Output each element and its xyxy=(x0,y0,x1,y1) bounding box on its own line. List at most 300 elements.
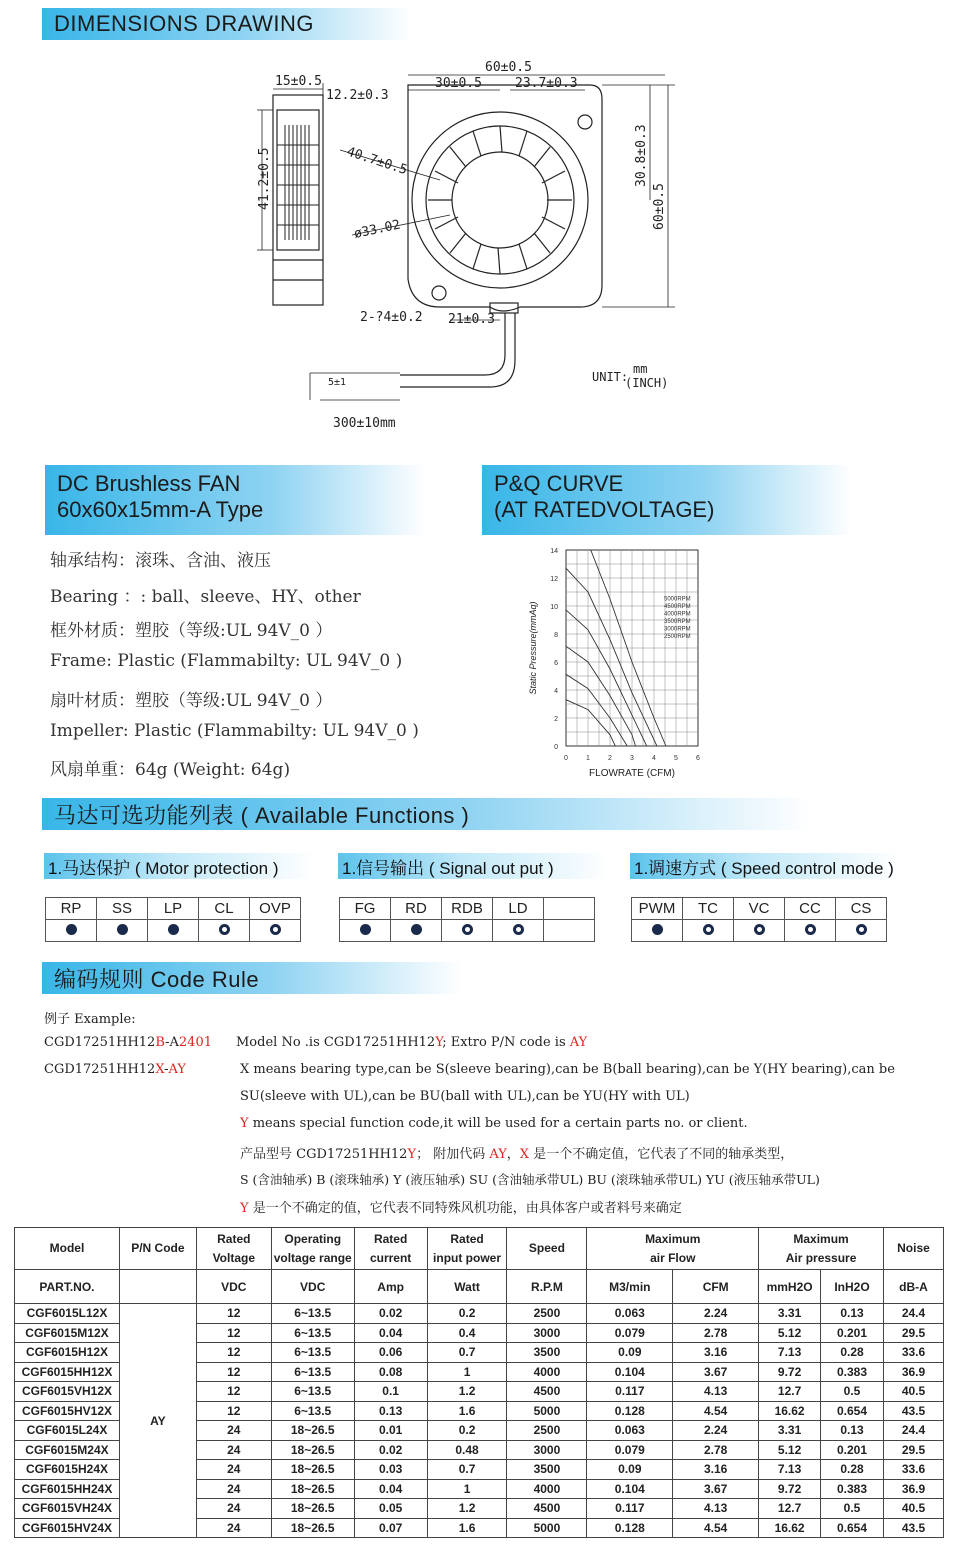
function-code: RDB xyxy=(442,898,493,920)
table-cell: 0.05 xyxy=(354,1499,427,1519)
line7-a: Y xyxy=(240,1201,249,1216)
x-tick-label: 2 xyxy=(608,755,612,762)
line1-c: ; Extro P/N code is xyxy=(442,1035,570,1050)
series-label: 2500RPM xyxy=(664,633,691,640)
dimensions-drawing xyxy=(240,55,700,435)
filled-dot-icon xyxy=(66,924,77,935)
unit-cell: CFM xyxy=(673,1270,759,1304)
ring-dot-icon xyxy=(270,924,281,935)
table-cell: 0.7 xyxy=(427,1343,507,1363)
table-cell: 0.03 xyxy=(354,1460,427,1480)
table-cell: 18~26.5 xyxy=(271,1440,354,1460)
table-cell: 2.78 xyxy=(673,1440,759,1460)
table-cell: 0.383 xyxy=(821,1479,884,1499)
table-cell: 24 xyxy=(196,1479,271,1499)
unit-label: PART.NO. xyxy=(39,1279,95,1294)
table-cell: 1.2 xyxy=(427,1499,507,1519)
table-cell: 24.4 xyxy=(883,1304,943,1324)
dim-outlet: 21±0.3 xyxy=(448,312,495,327)
table-cell: 0.7 xyxy=(427,1460,507,1480)
example-code-1 xyxy=(44,1035,212,1050)
y-axis-label: Static Pressure(mmAq) xyxy=(528,601,538,695)
table-cell: 2500 xyxy=(507,1421,587,1441)
filled-dot-icon xyxy=(360,924,371,935)
y-tick-label: 10 xyxy=(550,604,558,611)
dim-right-upper: 30.8±0.3 xyxy=(634,124,649,187)
table-cell: 12 xyxy=(196,1323,271,1343)
table-cell: 43.5 xyxy=(883,1401,943,1421)
function-code: RP xyxy=(46,898,97,920)
column-header: Operating voltage range xyxy=(271,1228,354,1270)
table-header-row xyxy=(15,1228,944,1270)
table-cell: 0.201 xyxy=(821,1440,884,1460)
table-cell: 0.1 xyxy=(354,1382,427,1402)
table-cell: 7.13 xyxy=(759,1343,821,1363)
line5-g: 是一个不确定值，它代表了不同的轴承类型， xyxy=(529,1147,794,1162)
table-cell: 3500 xyxy=(507,1460,587,1480)
dim-hub: ø33.02 xyxy=(352,217,402,242)
unit-cell: mmH2O xyxy=(759,1270,821,1304)
table-cell: 0.128 xyxy=(587,1518,673,1538)
x-tick-label: 0 xyxy=(564,755,568,762)
function-mark-cell xyxy=(97,920,148,942)
table-cell: 2.78 xyxy=(673,1323,759,1343)
series-label: 4000RPM xyxy=(664,611,691,618)
column-header: Speed xyxy=(507,1228,587,1270)
table-cell: 0.5 xyxy=(821,1382,884,1402)
spec-line: 框外材质：塑胶（等级:UL 94V_0 ） xyxy=(50,621,333,641)
y-tick-label: 6 xyxy=(554,660,558,667)
table-cell: 3.16 xyxy=(673,1343,759,1363)
column-header: Rated Voltage xyxy=(196,1228,271,1270)
table-cell: 12 xyxy=(196,1382,271,1402)
table-cell: 0.654 xyxy=(821,1401,884,1421)
function-code: CL xyxy=(199,898,250,920)
table-cell: CGF6015HH24X xyxy=(15,1479,120,1499)
table-cell: CGF6015M24X xyxy=(15,1440,120,1460)
pq-title-line2: (AT RATEDVOLTAGE) xyxy=(494,497,715,522)
spec-line: Frame: Plastic (Flammabilty: UL 94V_0 ) xyxy=(50,651,403,671)
x-tick-label: 4 xyxy=(652,755,656,762)
function-mark-cell xyxy=(734,920,785,942)
table-cell: 24 xyxy=(196,1518,271,1538)
filled-dot-icon xyxy=(652,924,663,935)
table-cell: 36.9 xyxy=(883,1479,943,1499)
table-cell: 0.13 xyxy=(821,1304,884,1324)
table-cell: 3.67 xyxy=(673,1479,759,1499)
function-code: VC xyxy=(734,898,785,920)
fan-title-line2: 60x60x15mm-A Type xyxy=(57,497,264,522)
line1-a: Model No .is CGD17251HH12 xyxy=(236,1035,436,1050)
table-cell: 9.72 xyxy=(759,1479,821,1499)
ring-dot-icon xyxy=(462,924,473,935)
table-cell: 0.13 xyxy=(821,1421,884,1441)
table-cell: 4000 xyxy=(507,1362,587,1382)
function-code: PWM xyxy=(632,898,683,920)
table-cell: 0.08 xyxy=(354,1362,427,1382)
table-cell: 12.7 xyxy=(759,1382,821,1402)
table-cell: 0.117 xyxy=(587,1382,673,1402)
table-cell: 24.4 xyxy=(883,1421,943,1441)
table-cell: 24 xyxy=(196,1421,271,1441)
table-cell: 1.2 xyxy=(427,1382,507,1402)
table-cell: 12.7 xyxy=(759,1499,821,1519)
table-cell: 33.6 xyxy=(883,1460,943,1480)
ring-dot-icon xyxy=(703,924,714,935)
x-tick-label: 3 xyxy=(630,755,634,762)
table-cell: 3.31 xyxy=(759,1421,821,1441)
x-tick-label: 1 xyxy=(586,755,590,762)
x-tick-label: 5 xyxy=(674,755,678,762)
table-cell: 0.654 xyxy=(821,1518,884,1538)
table-cell: 0.04 xyxy=(354,1323,427,1343)
table-cell: 0.02 xyxy=(354,1304,427,1324)
function-code: LP xyxy=(148,898,199,920)
fan-title-line1: DC Brushless FAN xyxy=(57,471,241,496)
table-cell: 0.06 xyxy=(354,1343,427,1363)
table-cell: 6~13.5 xyxy=(271,1401,354,1421)
table-cell: 18~26.5 xyxy=(271,1460,354,1480)
ex2-part-a: CGD17251HH12 xyxy=(44,1062,156,1077)
filled-dot-icon xyxy=(411,924,422,935)
table-cell: 4500 xyxy=(507,1382,587,1402)
dim-top-left: 30±0.5 xyxy=(435,76,482,91)
section-title-dimensions: DIMENSIONS DRAWING xyxy=(42,8,412,40)
spec-line: 风扇单重：64g (Weight: 64g) xyxy=(50,760,291,780)
table-cell: 6~13.5 xyxy=(271,1304,354,1324)
table-cell: 0.2 xyxy=(427,1304,507,1324)
table-cell: 12 xyxy=(196,1343,271,1363)
dim-holes: 2-?4±0.2 xyxy=(360,310,423,325)
ex1-part-b: B xyxy=(155,1035,166,1050)
table-cell: 24 xyxy=(196,1499,271,1519)
table-cell: 12 xyxy=(196,1304,271,1324)
table-cell: 0.2 xyxy=(427,1421,507,1441)
table-cell: 0.4 xyxy=(427,1323,507,1343)
column-header: Rated input power xyxy=(427,1228,507,1270)
table-cell: CGF6015L24X xyxy=(15,1421,120,1441)
table-cell: 4.13 xyxy=(673,1499,759,1519)
section-title-fan xyxy=(45,465,425,535)
ring-dot-icon xyxy=(805,924,816,935)
pq-title-line1: P&Q CURVE xyxy=(494,471,624,496)
spec-table xyxy=(14,1227,944,1538)
table-cell: 0.01 xyxy=(354,1421,427,1441)
unit-cell: Amp xyxy=(354,1270,427,1304)
table-cell: 0.28 xyxy=(821,1343,884,1363)
table-cell: 0.104 xyxy=(587,1362,673,1382)
line5-b: Y xyxy=(407,1147,417,1162)
unit-cell: VDC xyxy=(271,1270,354,1304)
table-cell: CGF6015H12X xyxy=(15,1343,120,1363)
series-label: 3000RPM xyxy=(664,626,691,633)
table-cell: 29.5 xyxy=(883,1440,943,1460)
dim-top-right: 23.7±0.3 xyxy=(515,76,578,91)
table-cell: 4500 xyxy=(507,1499,587,1519)
function-code: CS xyxy=(836,898,887,920)
table-cell: 0.383 xyxy=(821,1362,884,1382)
table-cell: CGF6015VH24X xyxy=(15,1499,120,1519)
function-table xyxy=(339,897,595,942)
table-cell: CGF6015HV24X xyxy=(15,1518,120,1538)
y-tick-label: 2 xyxy=(554,716,558,723)
table-cell: 3.31 xyxy=(759,1304,821,1324)
table-cell: 3000 xyxy=(507,1440,587,1460)
table-cell: 4000 xyxy=(507,1479,587,1499)
line4-a: Y xyxy=(240,1116,249,1131)
function-code: SS xyxy=(97,898,148,920)
function-table xyxy=(45,897,301,942)
section-title-functions: 马达可选功能列表 ( Available Functions ) xyxy=(42,798,812,830)
table-cell: 4.54 xyxy=(673,1401,759,1421)
unit-label: UNIT: xyxy=(592,370,629,384)
y-tick-label: 14 xyxy=(550,548,558,555)
function-mark-cell xyxy=(46,920,97,942)
function-code: FG xyxy=(340,898,391,920)
unit-cell: dB-A xyxy=(883,1270,943,1304)
table-cell: 0.117 xyxy=(587,1499,673,1519)
series-label: 3500RPM xyxy=(664,618,691,625)
table-cell: 4.13 xyxy=(673,1382,759,1402)
line4-b: means special function code,it will be used for a certain parts no. or client. xyxy=(248,1116,748,1131)
function-code: CC xyxy=(785,898,836,920)
table-cell: 6~13.5 xyxy=(271,1362,354,1382)
table-cell: 12 xyxy=(196,1401,271,1421)
example-label: 例子 Example: xyxy=(44,1012,136,1027)
table-cell: 24 xyxy=(196,1440,271,1460)
ring-dot-icon xyxy=(856,924,867,935)
unit-cell xyxy=(15,1270,120,1304)
column-header: Maximum air Flow xyxy=(587,1228,759,1270)
line1-b: Y xyxy=(435,1035,443,1050)
spec-line: 轴承结构：滚珠、含油、液压 xyxy=(50,551,271,571)
line5-c: ； 附加代码 xyxy=(416,1147,490,1162)
column-header: Maximum Air pressure xyxy=(759,1228,884,1270)
line5-a: 产品型号 CGD17251HH12 xyxy=(240,1147,408,1162)
ex1-part-a: CGD17251HH12 xyxy=(44,1035,156,1050)
table-cell: 0.063 xyxy=(587,1421,673,1441)
table-cell: 2.24 xyxy=(673,1421,759,1441)
ring-dot-icon xyxy=(754,924,765,935)
table-cell: 40.5 xyxy=(883,1382,943,1402)
table-cell: 0.28 xyxy=(821,1460,884,1480)
unit-cell: VDC xyxy=(196,1270,271,1304)
unit-cell-blank xyxy=(119,1270,196,1304)
function-group-title: 1.信号输出 ( Signal out put ) xyxy=(338,853,608,879)
table-cell: 3500 xyxy=(507,1343,587,1363)
table-cell: 24 xyxy=(196,1460,271,1480)
spec-line: 扇叶材质：塑胶（等级:UL 94V_0 ） xyxy=(50,691,333,711)
table-cell: 29.5 xyxy=(883,1323,943,1343)
table-cell: 0.128 xyxy=(587,1401,673,1421)
table-cell: CGF6015H24X xyxy=(15,1460,120,1480)
table-cell: CGF6015L12X xyxy=(15,1304,120,1324)
filled-dot-icon xyxy=(168,924,179,935)
function-mark-cell xyxy=(199,920,250,942)
code-line-2: X means bearing type,can be S(sleeve bearing),can be B(ball bearing),can be Y(HY bearing),can be xyxy=(240,1062,895,1077)
code-line-5 xyxy=(240,1143,793,1162)
table-cell: 6~13.5 xyxy=(271,1323,354,1343)
function-code: OVP xyxy=(250,898,301,920)
ring-dot-icon xyxy=(219,924,230,935)
unit-cell: R.P.M xyxy=(507,1270,587,1304)
table-cell: 0.48 xyxy=(427,1440,507,1460)
unit-cell: Watt xyxy=(427,1270,507,1304)
function-mark-cell xyxy=(632,920,683,942)
y-tick-label: 8 xyxy=(554,632,558,639)
table-cell: 33.6 xyxy=(883,1343,943,1363)
table-cell: CGF6015VH12X xyxy=(15,1382,120,1402)
table-cell: 0.104 xyxy=(587,1479,673,1499)
table-cell: 3.16 xyxy=(673,1460,759,1480)
table-cell: 40.5 xyxy=(883,1499,943,1519)
function-mark-cell xyxy=(340,920,391,942)
function-mark-cell xyxy=(148,920,199,942)
function-code xyxy=(544,898,595,920)
table-cell: 0.09 xyxy=(587,1460,673,1480)
table-cell: 0.079 xyxy=(587,1440,673,1460)
table-cell: 3000 xyxy=(507,1323,587,1343)
table-cell: 0.5 xyxy=(821,1499,884,1519)
table-unit-row xyxy=(15,1270,944,1304)
series-label: 5000RPM xyxy=(664,596,691,603)
ex2-part-d: AY xyxy=(168,1062,186,1077)
dim-right-total: 60±0.5 xyxy=(652,183,667,230)
x-tick-label: 6 xyxy=(696,755,700,762)
y-tick-label: 0 xyxy=(554,744,558,751)
dim-side-width: 15±0.5 xyxy=(275,74,322,89)
table-cell: 18~26.5 xyxy=(271,1518,354,1538)
line5-f: X xyxy=(519,1147,530,1162)
series-label: 4500RPM xyxy=(664,603,691,610)
dim-side-height: 41.2±0.5 xyxy=(257,147,272,210)
table-cell: 0.063 xyxy=(587,1304,673,1324)
function-mark-cell xyxy=(391,920,442,942)
y-tick-label: 12 xyxy=(550,576,558,583)
dim-radius: 40.7±0.5 xyxy=(344,144,409,179)
code-line-6: S (含油轴承) B (滚珠轴承) Y (液压轴承) SU (含油轴承带UL) BU (滚珠轴承带UL) YU (液压轴承带UL) xyxy=(240,1172,820,1187)
table-cell: 7.13 xyxy=(759,1460,821,1480)
ex2-part-b: X xyxy=(155,1062,165,1077)
table-cell: 0.04 xyxy=(354,1479,427,1499)
column-header: Noise xyxy=(883,1228,943,1270)
table-cell: CGF6015HH12X xyxy=(15,1362,120,1382)
dim-strip: 5±1 xyxy=(328,377,347,388)
line5-d: AY xyxy=(489,1147,507,1162)
dim-cable: 300±10mm xyxy=(333,416,396,431)
function-mark-cell xyxy=(442,920,493,942)
unit-cell: InH2O xyxy=(821,1270,884,1304)
table-cell: 5000 xyxy=(507,1401,587,1421)
code-line-7 xyxy=(240,1197,682,1216)
column-header: Rated current xyxy=(354,1228,427,1270)
table-cell: CGF6015HV12X xyxy=(15,1401,120,1421)
code-line-4 xyxy=(240,1116,748,1131)
x-axis-label: FLOWRATE (CFM) xyxy=(589,768,675,779)
table-row xyxy=(15,1304,944,1324)
pn-code-cell: AY xyxy=(119,1304,196,1538)
table-cell: 0.02 xyxy=(354,1440,427,1460)
function-mark-cell xyxy=(493,920,544,942)
column-header: Model xyxy=(15,1228,120,1270)
filled-dot-icon xyxy=(117,924,128,935)
table-cell: 6~13.5 xyxy=(271,1382,354,1402)
spec-line: Impeller: Plastic (Flammabilty: UL 94V_0 ) xyxy=(50,721,419,741)
function-mark-cell xyxy=(683,920,734,942)
code-line-3: SU(sleeve with UL),can be BU(ball with UL),can be YU(HY with UL) xyxy=(240,1089,690,1104)
table-cell: 16.62 xyxy=(759,1401,821,1421)
dim-side-inner: 12.2±0.3 xyxy=(326,88,389,103)
function-table xyxy=(631,897,887,942)
table-cell: 18~26.5 xyxy=(271,1479,354,1499)
ex1-part-d: 2401 xyxy=(178,1035,212,1050)
table-cell: 1 xyxy=(427,1479,507,1499)
function-code: RD xyxy=(391,898,442,920)
table-cell: CGF6015M12X xyxy=(15,1323,120,1343)
spec-line: Bearing ：: ball、sleeve、HY、other xyxy=(50,587,361,607)
table-cell: 6~13.5 xyxy=(271,1343,354,1363)
table-cell: 18~26.5 xyxy=(271,1499,354,1519)
table-cell: 43.5 xyxy=(883,1518,943,1538)
line1-d: AY xyxy=(569,1035,588,1050)
dim-top-total: 60±0.5 xyxy=(485,60,532,75)
example-code-2 xyxy=(44,1062,186,1077)
function-mark-cell xyxy=(836,920,887,942)
unit-cell: M3/min xyxy=(587,1270,673,1304)
table-cell: 0.079 xyxy=(587,1323,673,1343)
ex2-part-c: - xyxy=(164,1062,169,1077)
table-body xyxy=(15,1304,944,1538)
function-mark-cell xyxy=(250,920,301,942)
y-tick-label: 4 xyxy=(554,688,558,695)
line7-b: 是一个不确定的值，它代表不同特殊风机功能，由具体客户或者料号来确定 xyxy=(248,1201,682,1216)
section-title-pq xyxy=(482,465,852,535)
function-group-title: 1.马达保护 ( Motor protection ) xyxy=(44,853,314,879)
unit-mm: mm xyxy=(633,362,648,376)
table-cell: 1.6 xyxy=(427,1401,507,1421)
function-group-title: 1.调速方式 ( Speed control mode ) xyxy=(630,853,900,879)
code-line-1 xyxy=(236,1035,587,1050)
function-mark-cell xyxy=(544,920,595,942)
ring-dot-icon xyxy=(513,924,524,935)
table-cell: 0.13 xyxy=(354,1401,427,1421)
function-code: TC xyxy=(683,898,734,920)
unit-inch: (INCH) xyxy=(625,376,669,390)
table-cell: 3.67 xyxy=(673,1362,759,1382)
table-cell: 2500 xyxy=(507,1304,587,1324)
ex1-part-c: -A xyxy=(165,1035,179,1050)
table-cell: 12 xyxy=(196,1362,271,1382)
table-cell: 9.72 xyxy=(759,1362,821,1382)
column-header: P/N Code xyxy=(119,1228,196,1270)
table-cell: 5.12 xyxy=(759,1323,821,1343)
table-cell: 1 xyxy=(427,1362,507,1382)
function-mark-cell xyxy=(785,920,836,942)
table-cell: 1.6 xyxy=(427,1518,507,1538)
table-cell: 4.54 xyxy=(673,1518,759,1538)
table-cell: 36.9 xyxy=(883,1362,943,1382)
table-cell: 0.201 xyxy=(821,1323,884,1343)
line5-e: ， xyxy=(506,1147,520,1162)
table-cell: 0.09 xyxy=(587,1343,673,1363)
table-cell: 2.24 xyxy=(673,1304,759,1324)
table-cell: 5000 xyxy=(507,1518,587,1538)
table-cell: 0.07 xyxy=(354,1518,427,1538)
table-cell: 16.62 xyxy=(759,1518,821,1538)
table-cell: 5.12 xyxy=(759,1440,821,1460)
function-code: LD xyxy=(493,898,544,920)
section-title-code: 编码规则 Code Rule xyxy=(42,962,462,994)
